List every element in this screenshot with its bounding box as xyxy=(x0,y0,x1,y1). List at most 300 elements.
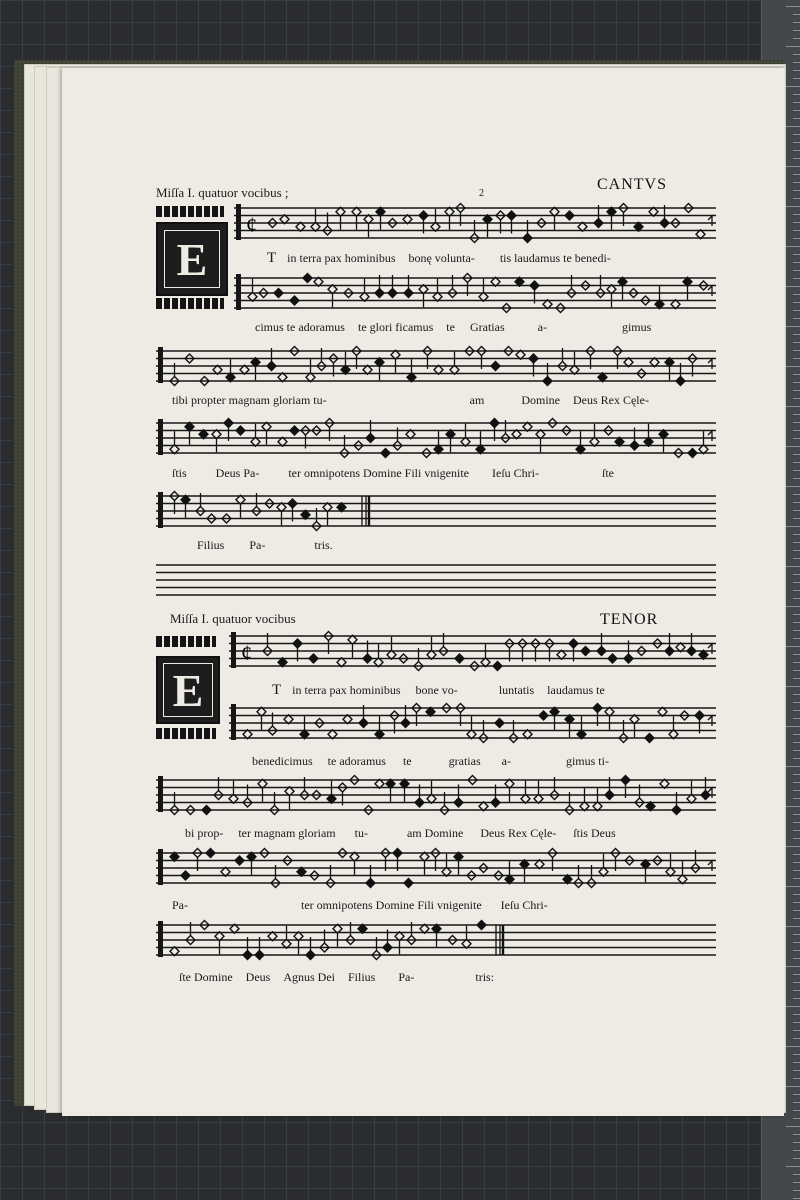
ruler-tick xyxy=(793,862,800,863)
music-staff xyxy=(156,917,716,963)
note-head xyxy=(454,798,463,807)
ruler-tick xyxy=(793,774,800,775)
music-page xyxy=(62,68,784,1116)
lyric-line xyxy=(179,970,494,985)
ruler-tick xyxy=(786,1006,800,1007)
ruler-tick xyxy=(793,510,800,511)
ruler-tick xyxy=(793,694,800,695)
ruler-tick xyxy=(793,14,800,15)
music-staff xyxy=(229,700,716,746)
note-head xyxy=(539,711,548,720)
ruler-tick xyxy=(786,6,800,7)
ruler-tick xyxy=(786,566,800,567)
note-head xyxy=(366,879,375,888)
clef-mark xyxy=(231,632,236,668)
ruler-tick xyxy=(786,46,800,47)
note-head xyxy=(665,647,674,656)
ruler-tick xyxy=(793,62,800,63)
note-head xyxy=(624,654,633,663)
ruler-tick xyxy=(793,830,800,831)
ruler-tick xyxy=(793,1054,800,1055)
note-head xyxy=(581,647,590,656)
ruler-tick xyxy=(793,470,800,471)
music-staff xyxy=(156,343,716,389)
ruler-tick xyxy=(793,294,800,295)
ruler-tick xyxy=(793,1198,800,1199)
decorated-initial xyxy=(156,222,228,296)
ruler-tick xyxy=(793,1182,800,1183)
ruler-tick xyxy=(786,646,800,647)
ruler-tick xyxy=(793,190,800,191)
ruler-tick xyxy=(793,598,800,599)
ruler-tick xyxy=(786,846,800,847)
initial-letter: E xyxy=(164,230,220,288)
note-head xyxy=(267,362,276,371)
note-head xyxy=(530,281,539,290)
clef-mark xyxy=(158,347,163,383)
ruler-tick xyxy=(786,406,800,407)
ruler-tick xyxy=(793,702,800,703)
note-head xyxy=(236,426,245,435)
lyric-syllable: T xyxy=(267,250,277,266)
ruler-tick xyxy=(793,1078,800,1079)
lyric-syllable: tris: xyxy=(475,970,495,984)
lyric-syllable: ſtis xyxy=(172,466,187,480)
lyric-syllable: gimus xyxy=(621,320,652,334)
custos-mark xyxy=(708,359,712,369)
custos-mark xyxy=(708,644,712,654)
lyric-line xyxy=(272,682,605,699)
note-head xyxy=(491,798,500,807)
note-head xyxy=(206,849,215,858)
ruler-tick xyxy=(793,158,800,159)
note-head xyxy=(608,654,617,663)
ruler-tick xyxy=(793,638,800,639)
ruler-tick xyxy=(793,1022,800,1023)
lyric-syllable: Agnus Dei xyxy=(283,970,335,984)
clef-mark xyxy=(236,204,241,240)
ruler-tick xyxy=(786,1166,800,1167)
clef-mark xyxy=(158,921,163,957)
ruler-tick xyxy=(793,310,800,311)
lyric-line xyxy=(197,538,333,553)
ruler-tick xyxy=(793,334,800,335)
ruler-tick xyxy=(786,926,800,927)
lyric-syllable: a- xyxy=(501,754,511,768)
lyric-syllable: cimus te adoramus xyxy=(255,320,345,334)
ruler-tick xyxy=(793,542,800,543)
ruler-tick xyxy=(793,422,800,423)
note-head xyxy=(645,734,654,743)
ruler-tick xyxy=(786,1126,800,1127)
ruler-tick xyxy=(793,174,800,175)
lyric-syllable: Ieſu Chri- xyxy=(500,898,548,912)
ruler-tick xyxy=(786,1046,800,1047)
ruler-tick xyxy=(793,958,800,959)
ruler-tick xyxy=(793,30,800,31)
lyric-syllable: ſtis Deus xyxy=(573,826,616,840)
note-head xyxy=(293,639,302,648)
ruler-tick xyxy=(793,198,800,199)
note-head xyxy=(363,654,372,663)
lyric-syllable: ter omnipotens Domine Fili vnigenite xyxy=(288,466,469,480)
ruler-tick xyxy=(793,478,800,479)
ruler-tick xyxy=(786,126,800,127)
lyric-syllable: benedicimus xyxy=(252,754,313,768)
custos-mark xyxy=(708,431,712,441)
note-head xyxy=(569,639,578,648)
lyric-syllable: te xyxy=(446,320,455,334)
ruler-tick xyxy=(793,22,800,23)
note-head xyxy=(393,849,402,858)
ruler-tick xyxy=(793,982,800,983)
note-head xyxy=(309,654,318,663)
ruler-tick xyxy=(793,398,800,399)
ornament-band xyxy=(156,636,216,647)
note-head xyxy=(415,798,424,807)
ruler-tick xyxy=(793,798,800,799)
ruler-tick xyxy=(793,678,800,679)
ruler-tick xyxy=(793,870,800,871)
ruler-tick xyxy=(793,998,800,999)
ruler-tick xyxy=(793,502,800,503)
ruler-tick xyxy=(793,950,800,951)
ruler-tick xyxy=(793,734,800,735)
ruler-tick xyxy=(793,934,800,935)
note-head xyxy=(366,434,375,443)
note-head xyxy=(243,951,252,960)
note-head xyxy=(593,704,602,713)
lyric-syllable: in terra pax hominibus xyxy=(292,683,401,697)
ruler-tick xyxy=(793,1030,800,1031)
note-head xyxy=(597,647,606,656)
ruler-tick xyxy=(793,1094,800,1095)
note-head xyxy=(401,719,410,728)
ruler-tick xyxy=(793,918,800,919)
note-head xyxy=(455,654,464,663)
note-head xyxy=(290,426,299,435)
custos-mark xyxy=(708,716,712,726)
clef-mark xyxy=(158,776,163,812)
ruler-tick xyxy=(793,622,800,623)
ruler-tick xyxy=(793,1070,800,1071)
ruler-tick xyxy=(793,390,800,391)
cantus-part-title: CANTVS xyxy=(597,176,668,193)
clef-mark xyxy=(236,274,241,310)
ruler-tick xyxy=(793,718,800,719)
lyric-syllable: te adoramus xyxy=(327,754,386,768)
ruler-tick xyxy=(786,206,800,207)
ruler-tick xyxy=(793,518,800,519)
note-head xyxy=(491,362,500,371)
note-head xyxy=(565,211,574,220)
ruler-tick xyxy=(793,814,800,815)
note-head xyxy=(477,921,486,930)
lyric-syllable: Pa- xyxy=(172,898,188,912)
custos-mark xyxy=(708,286,712,296)
lyric-line xyxy=(172,466,614,481)
tenor-part-title: TENOR xyxy=(600,611,659,628)
lyric-syllable: gimus ti- xyxy=(565,754,609,768)
initial-letter: E xyxy=(163,663,213,716)
ruler-tick xyxy=(786,1086,800,1087)
lyric-syllable: laudamus te xyxy=(547,683,605,697)
lyric-syllable: tis laudamus te benedi- xyxy=(499,251,611,265)
lyric-syllable: am Domine xyxy=(406,826,464,840)
note-head xyxy=(404,879,413,888)
ruler-tick xyxy=(793,1142,800,1143)
ruler-tick xyxy=(786,806,800,807)
lyric-syllable: Pa- xyxy=(398,970,415,984)
mensuration-sign: ¢ xyxy=(241,640,252,665)
ruler-tick xyxy=(786,366,800,367)
ruler-tick xyxy=(786,246,800,247)
ruler-tick xyxy=(793,614,800,615)
note-head xyxy=(605,791,614,800)
ruler-tick xyxy=(793,630,800,631)
ruler-tick xyxy=(793,318,800,319)
ruler-tick xyxy=(793,1190,800,1191)
lyric-syllable: am xyxy=(469,393,485,407)
ruler-tick xyxy=(793,38,800,39)
ruler-tick xyxy=(793,1038,800,1039)
lyric-syllable: bi prop- xyxy=(185,826,224,840)
music-staff xyxy=(229,628,716,674)
note-head xyxy=(235,856,244,865)
lyric-line xyxy=(252,754,609,769)
lyric-syllable: Domine xyxy=(521,393,560,407)
note-head xyxy=(381,449,390,458)
ruler-tick xyxy=(793,1110,800,1111)
ruler-tick xyxy=(786,726,800,727)
ruler-tick xyxy=(793,822,800,823)
ruler-tick xyxy=(793,654,800,655)
ruler-tick xyxy=(793,790,800,791)
ruler-tick xyxy=(793,1150,800,1151)
lyric-syllable: tibi propter magnam gloriam tu- xyxy=(172,393,327,407)
ruler-tick xyxy=(793,1174,800,1175)
note-head xyxy=(274,289,283,298)
note-head xyxy=(495,719,504,728)
lyric-syllable: Deus Rex Cęle- xyxy=(480,826,557,840)
note-head xyxy=(306,951,315,960)
lyric-syllable: luntatis xyxy=(498,683,535,697)
ruler-tick xyxy=(786,286,800,287)
note-head xyxy=(507,211,516,220)
lyric-syllable: te glori ficamus xyxy=(357,320,434,334)
lyric-line xyxy=(172,393,649,408)
ruler-tick xyxy=(793,342,800,343)
music-staff xyxy=(156,488,716,534)
ruler-tick xyxy=(793,230,800,231)
ruler-tick xyxy=(793,1134,800,1135)
ruler-tick xyxy=(786,766,800,767)
lyric-line xyxy=(255,320,651,335)
ruler-tick xyxy=(793,134,800,135)
music-staff xyxy=(156,772,716,818)
lyric-syllable: Deus Pa- xyxy=(215,466,260,480)
lyric-syllable: Ieſu Chri- xyxy=(492,466,539,480)
lyric-syllable: ter magnam gloriam xyxy=(238,826,336,840)
note-head xyxy=(375,289,384,298)
cantus-header: Miſſa I. quatuor vocibus ; xyxy=(156,185,289,200)
music-staff xyxy=(234,200,716,246)
ruler-tick xyxy=(793,854,800,855)
ruler-tick xyxy=(786,606,800,607)
note-head xyxy=(676,377,685,386)
note-head xyxy=(290,296,299,305)
ruler-tick xyxy=(793,78,800,79)
clef-mark xyxy=(158,849,163,885)
note-head xyxy=(404,289,413,298)
ruler-tick xyxy=(793,262,800,263)
ruler-tick xyxy=(793,894,800,895)
note-head xyxy=(255,951,264,960)
note-head xyxy=(543,377,552,386)
ruler-tick xyxy=(793,462,800,463)
ornament-band xyxy=(156,298,224,309)
note-head xyxy=(688,449,697,458)
lyric-syllable: tu- xyxy=(354,826,368,840)
lyric-syllable: tris. xyxy=(314,538,333,552)
ruler-tick xyxy=(793,374,800,375)
lyric-line xyxy=(267,250,611,267)
ruler-tick xyxy=(793,1062,800,1063)
ruler-tick xyxy=(793,974,800,975)
lyric-syllable: T xyxy=(272,682,282,698)
ruler-tick xyxy=(793,910,800,911)
music-staff xyxy=(234,270,716,316)
note-head xyxy=(695,711,704,720)
ruler-tick xyxy=(786,446,800,447)
ruler-tick xyxy=(793,1158,800,1159)
lyric-syllable: Deus xyxy=(245,970,271,984)
ruler-tick xyxy=(793,574,800,575)
ruler-tick xyxy=(793,302,800,303)
music-staff xyxy=(156,415,716,461)
ruler-tick xyxy=(793,110,800,111)
ruler-tick xyxy=(793,278,800,279)
ruler-tick xyxy=(793,558,800,559)
ruler-tick xyxy=(793,590,800,591)
ruler-tick xyxy=(793,1118,800,1119)
ruler-tick xyxy=(793,358,800,359)
ruler-tick xyxy=(793,550,800,551)
ruler-tick xyxy=(793,1102,800,1103)
ruler-tick xyxy=(793,710,800,711)
ruler-tick xyxy=(793,270,800,271)
ruler-tick xyxy=(786,166,800,167)
ruler-tick xyxy=(793,214,800,215)
clef-mark xyxy=(158,492,163,528)
note-head xyxy=(359,719,368,728)
ruler-tick xyxy=(793,782,800,783)
lyric-syllable: gratias xyxy=(448,754,481,768)
lyric-syllable: in terra pax hominibus xyxy=(287,251,396,265)
note-head xyxy=(529,354,538,363)
decorated-initial xyxy=(156,656,220,724)
note-head xyxy=(672,806,681,815)
lyric-syllable: Gratias xyxy=(469,320,505,334)
ruler-tick xyxy=(793,150,800,151)
lyric-line xyxy=(172,898,548,913)
custos-mark xyxy=(708,216,712,226)
ruler-tick xyxy=(793,54,800,55)
ruler-tick xyxy=(793,430,800,431)
lyric-syllable: Deus Rex Cęle- xyxy=(572,393,649,407)
ornament-band xyxy=(156,206,224,217)
note-head xyxy=(288,499,297,508)
lyric-syllable: bone vo- xyxy=(415,683,458,697)
note-head xyxy=(594,219,603,228)
ruler-tick xyxy=(793,102,800,103)
ruler-tick xyxy=(793,758,800,759)
note-head xyxy=(202,806,211,815)
ruler-tick xyxy=(793,222,800,223)
lyric-syllable: bonę volunta- xyxy=(408,251,475,265)
mensuration-sign: ¢ xyxy=(246,212,257,237)
music-staff xyxy=(156,845,716,891)
ruler-tick xyxy=(793,942,800,943)
clef-mark xyxy=(231,704,236,740)
ruler-tick xyxy=(793,534,800,535)
note-head xyxy=(388,289,397,298)
note-head xyxy=(181,871,190,880)
note-head xyxy=(621,776,630,785)
ruler-tick xyxy=(793,382,800,383)
note-head xyxy=(630,441,639,450)
ruler-tick xyxy=(786,526,800,527)
ruler-tick xyxy=(786,326,800,327)
note-head xyxy=(383,943,392,952)
ruler-tick xyxy=(793,142,800,143)
ruler-tick xyxy=(793,438,800,439)
ruler-tick xyxy=(793,582,800,583)
ruler-tick xyxy=(793,750,800,751)
note-head xyxy=(419,211,428,220)
lyric-syllable: Pa- xyxy=(249,538,266,552)
note-head xyxy=(303,274,312,283)
ruler-tick xyxy=(786,686,800,687)
lyric-syllable: Filius xyxy=(348,970,376,984)
note-head xyxy=(523,234,532,243)
custos-mark xyxy=(708,861,712,871)
ruler-tick xyxy=(793,94,800,95)
ruler-tick xyxy=(793,494,800,495)
ruler-tick xyxy=(793,182,800,183)
ruler-tick xyxy=(793,350,800,351)
clef-mark xyxy=(158,419,163,455)
ruler-tick xyxy=(793,1014,800,1015)
ruler-tick xyxy=(793,742,800,743)
ruler-tick xyxy=(793,990,800,991)
note-head xyxy=(493,662,502,671)
ruler-tick xyxy=(793,70,800,71)
ruler-tick xyxy=(793,414,800,415)
ruler-tick xyxy=(786,966,800,967)
ruler-tick xyxy=(793,902,800,903)
ruler-tick xyxy=(786,486,800,487)
note-head xyxy=(490,419,499,428)
ruler-tick xyxy=(793,670,800,671)
lyric-line xyxy=(185,826,616,841)
ruler-tick xyxy=(786,86,800,87)
note-head xyxy=(660,219,669,228)
lyric-syllable: Filius xyxy=(197,538,225,552)
folio-number: 2 xyxy=(479,188,484,199)
ruler-tick xyxy=(793,238,800,239)
ruler-tick xyxy=(793,454,800,455)
